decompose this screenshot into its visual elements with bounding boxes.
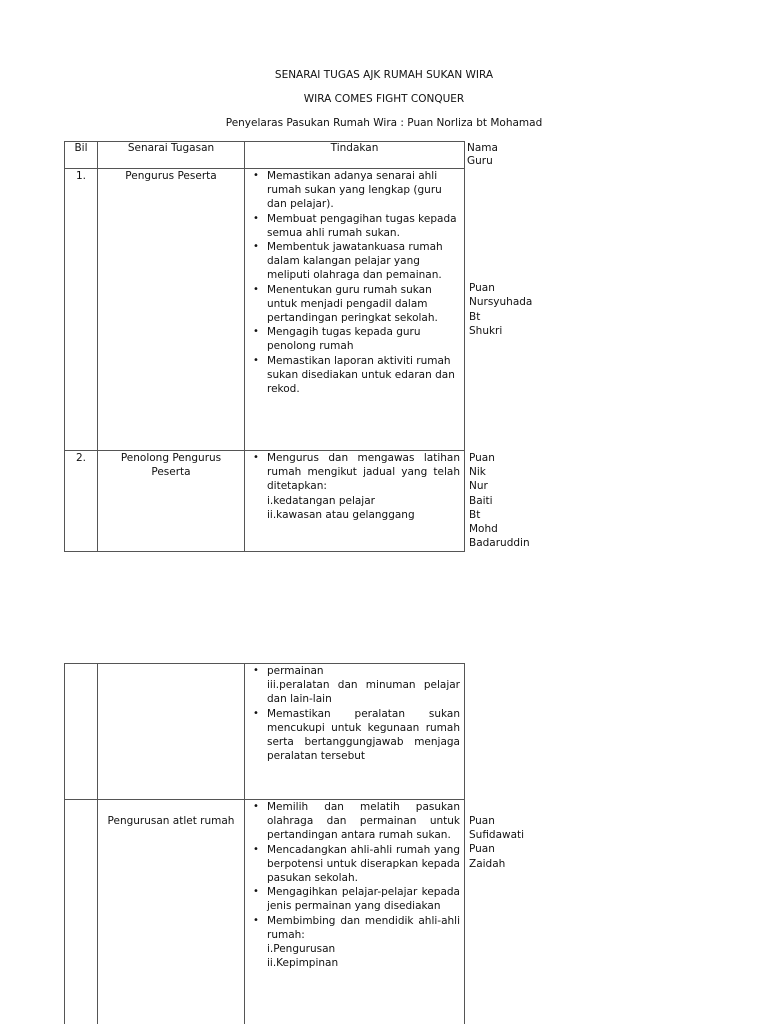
row-number: [65, 800, 98, 1024]
action-text: Membimbing dan mendidik ahli-ahli rumah:: [267, 914, 460, 941]
list-item: • Membuat pengagihan tugas kepada semua ahli rumah sukan.: [267, 212, 460, 240]
list-item: [267, 451, 460, 522]
list-item: • Mengagih tugas kepada guru penolong rumah: [267, 325, 460, 353]
table-row: [65, 664, 465, 800]
actions-cell: [245, 451, 465, 552]
list-item: • Memastikan peralatan sukan mencukupi untuk kegunaan rumah serta bertanggungjawab menjaga peralatan tersebut: [267, 707, 460, 764]
list-item: [267, 914, 460, 971]
actions-cell: [245, 664, 465, 800]
list-item-continued: [267, 664, 460, 707]
task-name: Penolong Pengurus Peserta: [98, 451, 245, 552]
actions-list: [267, 800, 460, 970]
list-item: • Memastikan adanya senarai ahli rumah sukan yang lengkap (guru dan pelajar).: [267, 169, 460, 212]
duties-table-continued: [64, 663, 525, 1024]
list-item: • Memastikan laporan aktiviti rumah sukan disediakan untuk edaran dan rekod.: [267, 354, 460, 397]
table-row: 2. Penolong Pengurus Peserta • Mengurus dan mengawas latihan rumah mengikut jadual yang telah ditetapkan: i.kedatangan pelajar ii.kawasan atau gelanggang Puan Nik Nur Baiti Bt Mohd Badaruddin: [65, 451, 465, 552]
table-header-row: Bil Senarai Tugasan Tindakan Nama Guru: [65, 142, 465, 169]
duties-table-page-1: [64, 141, 533, 552]
table-row: 1. Pengurus Peserta • Memastikan adanya senarai ahli rumah sukan yang lengkap (guru dan pelajar). • Membuat pengagihan tugas kepada semua ahli rumah sukan. • Membentuk jawatankuasa rumah dalam kalangan pelajar yang meliputi olahraga dan pemainan. • Menentukan guru rumah sukan untuk menjadi pengadil dalam pertandingan peringkat sekolah. • Mengagih tugas kepada guru penolong rumah • Memastikan laporan aktiviti rumah sukan disediakan untuk edaran dan rekod. Puan Nursyuhada Bt Shukri: [65, 169, 465, 451]
sub-item: i.kedatangan pelajar: [267, 494, 375, 507]
task-name: Pengurus Peserta: [98, 169, 245, 451]
sub-item: ii.kawasan atau gelanggang: [267, 508, 415, 521]
coordinator-line: Penyelaras Pasukan Rumah Wira : Puan Norliza bt Mohamad: [225, 117, 543, 129]
actions-list: [267, 664, 460, 763]
table-row: Pengurusan atlet rumah • Memilih dan melatih pasukan olahraga dan permainan untuk pertandingan antara rumah sukan. • Mencadangkan ahli-ahli rumah yang berpotensi untuk diserapkan kepada pasukan sekolah. • Mengagihkan pelajar-pelajar kepada jenis permainan yang disediakan • Membimbing dan mendidik ahli-ahli rumah: i.Pengurusan ii.Kepimpinan Puan Sufidawati Puan Zaidah: [65, 800, 465, 1024]
house-motto: WIRA COMES FIGHT CONQUER: [303, 93, 465, 105]
list-item: • Memilih dan melatih pasukan olahraga dan permainan untuk pertandingan antara rumah sukan.: [267, 800, 460, 843]
actions-cell: [245, 800, 465, 1024]
actions-list: [267, 169, 460, 396]
row-number: [65, 664, 98, 800]
column-header-bil: Bil: [65, 142, 98, 169]
list-item: • Menentukan guru rumah sukan untuk menjadi pengadil dalam pertandingan peringkat sekolah.: [267, 283, 460, 326]
row-number: 1.: [65, 169, 98, 451]
task-name: [98, 664, 245, 800]
sub-item: iii.peralatan dan minuman pelajar dan lain-lain: [267, 679, 460, 706]
actions-cell: [245, 169, 465, 451]
task-name: Pengurusan atlet rumah: [98, 800, 245, 1024]
column-header-tindakan: Tindakan: [245, 142, 465, 169]
list-item: • Mengagihkan pelajar-pelajar kepada jenis permainan yang disediakan: [267, 885, 460, 913]
action-text: Mengurus dan mengawas latihan rumah mengikut jadual yang telah ditetapkan:: [267, 452, 460, 493]
list-item: • Mencadangkan ahli-ahli rumah yang berpotensi untuk diserapkan kepada pasukan sekolah.: [267, 843, 460, 886]
sub-item: • permainan: [267, 665, 324, 677]
row-number: 2.: [65, 451, 98, 552]
list-item: • Membentuk jawatankuasa rumah dalam kalangan pelajar yang meliputi olahraga dan pemainan.: [267, 240, 460, 283]
document-title: SENARAI TUGAS AJK RUMAH SUKAN WIRA: [274, 69, 494, 81]
sub-item: i.Pengurusan: [267, 943, 336, 956]
actions-list: [267, 451, 460, 522]
sub-item: ii.Kepimpinan: [267, 957, 339, 970]
column-header-tugasan: Senarai Tugasan: [98, 142, 245, 169]
